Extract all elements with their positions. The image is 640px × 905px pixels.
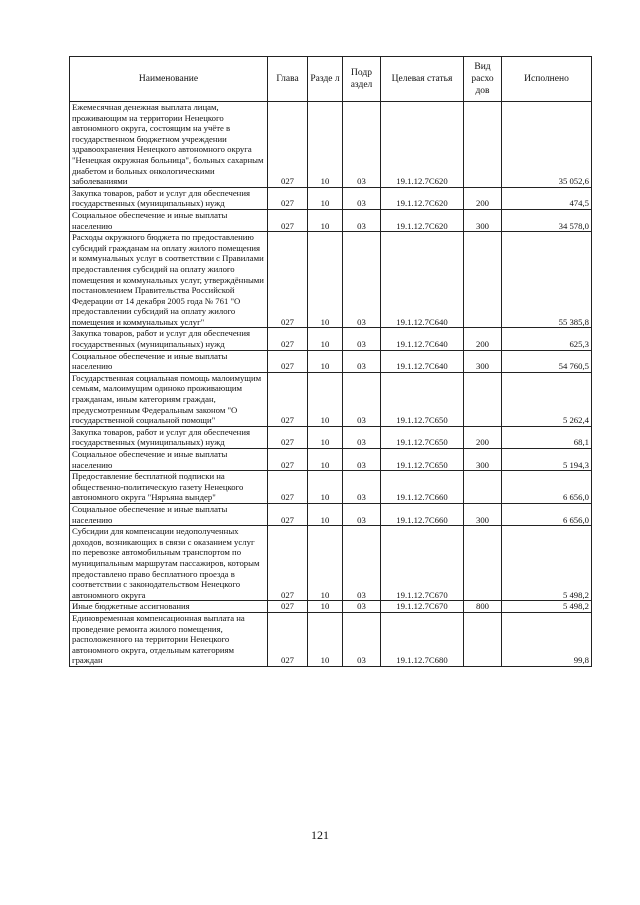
cell-subsection: 03 xyxy=(343,328,381,350)
cell-target: 19.1.12.7С670 xyxy=(381,526,464,601)
cell-amount: 5 262,4 xyxy=(502,372,592,426)
cell-name: Иные бюджетные ассигнования xyxy=(70,601,268,613)
cell-target: 19.1.12.7С620 xyxy=(381,102,464,188)
cell-section: 10 xyxy=(308,503,343,525)
cell-name: Социальное обеспечение и иные выплаты населению xyxy=(70,350,268,372)
cell-chapter: 027 xyxy=(268,209,308,231)
cell-chapter: 027 xyxy=(268,102,308,188)
cell-section: 10 xyxy=(308,471,343,504)
cell-name: Государственная социальная помощь малоимущим семьям, малоимущим одиноко проживающим гражданам, иным категориям граждан, предусмотренным Федеральным законом "О государственной социальной помощи" xyxy=(70,372,268,426)
cell-target: 19.1.12.7С640 xyxy=(381,328,464,350)
cell-section: 10 xyxy=(308,526,343,601)
header-chapter: Глава xyxy=(268,57,308,102)
cell-type xyxy=(464,232,502,328)
cell-chapter: 027 xyxy=(268,526,308,601)
cell-type: 200 xyxy=(464,328,502,350)
cell-name: Закупка товаров, работ и услуг для обеспечения государственных (муниципальных) нужд xyxy=(70,426,268,448)
cell-type: 800 xyxy=(464,601,502,613)
cell-section: 10 xyxy=(308,187,343,209)
cell-chapter: 027 xyxy=(268,612,308,666)
cell-type xyxy=(464,102,502,188)
cell-target: 19.1.12.7С650 xyxy=(381,449,464,471)
table-row xyxy=(70,102,592,188)
table-row xyxy=(70,232,592,328)
cell-amount: 35 052,6 xyxy=(502,102,592,188)
cell-target: 19.1.12.7С640 xyxy=(381,350,464,372)
cell-amount: 68,1 xyxy=(502,426,592,448)
cell-subsection: 03 xyxy=(343,102,381,188)
cell-section: 10 xyxy=(308,426,343,448)
table-header-row xyxy=(70,57,592,102)
cell-type: 300 xyxy=(464,503,502,525)
budget-table xyxy=(69,56,592,667)
cell-subsection: 03 xyxy=(343,612,381,666)
cell-subsection: 03 xyxy=(343,426,381,448)
table-row xyxy=(70,526,592,601)
cell-subsection: 03 xyxy=(343,503,381,525)
cell-amount: 55 385,8 xyxy=(502,232,592,328)
cell-target: 19.1.12.7С680 xyxy=(381,612,464,666)
table-row xyxy=(70,209,592,231)
cell-amount: 474,5 xyxy=(502,187,592,209)
page-number: 121 xyxy=(311,828,329,842)
header-amount: Исполнено xyxy=(502,57,592,102)
cell-section: 10 xyxy=(308,449,343,471)
table-row xyxy=(70,426,592,448)
cell-target: 19.1.12.7С620 xyxy=(381,209,464,231)
cell-target: 19.1.12.7С640 xyxy=(381,232,464,328)
table-row xyxy=(70,601,592,613)
header-subsection: Подр аздел xyxy=(343,57,381,102)
table-row xyxy=(70,350,592,372)
cell-name: Единовременная компенсационная выплата на проведение ремонта жилого помещения, расположенного на территории Ненецкого автономного округа, отдельным категориям граждан xyxy=(70,612,268,666)
cell-name: Социальное обеспечение и иные выплаты населению xyxy=(70,449,268,471)
cell-amount: 5 498,2 xyxy=(502,601,592,613)
table-row xyxy=(70,612,592,666)
cell-subsection: 03 xyxy=(343,471,381,504)
cell-amount: 6 656,0 xyxy=(502,471,592,504)
cell-chapter: 027 xyxy=(268,426,308,448)
cell-section: 10 xyxy=(308,328,343,350)
table-row xyxy=(70,187,592,209)
cell-chapter: 027 xyxy=(268,449,308,471)
header-section: Разде л xyxy=(308,57,343,102)
cell-chapter: 027 xyxy=(268,471,308,504)
cell-amount: 34 578,0 xyxy=(502,209,592,231)
cell-name: Предоставление бесплатной подписки на общественно-политическую газету Ненецкого автономного округа "Няръяна вындер" xyxy=(70,471,268,504)
cell-name: Расходы окружного бюджета по предоставлению субсидий гражданам на оплату жилого помещения и коммунальных услуг в соответствии с Правилами предоставления субсидий на оплату жилого помещения и коммунальных услуг, утверждёнными постановлением Правительства Российской Федерации от 14 декабря 2005 года № 761 "О предоставлении субсидий на оплату жилого помещения и коммунальных услуг" xyxy=(70,232,268,328)
cell-section: 10 xyxy=(308,350,343,372)
cell-type: 300 xyxy=(464,209,502,231)
cell-name: Ежемесячная денежная выплата лицам, проживающим на территории Ненецкого автономного округа, состоящим на учёте в государственном бюджетном учреждении здравоохранения Ненецкого автономного округа "Ненецкая окружная больница", больных сахарным диабетом и больных онкологическими заболеваниями xyxy=(70,102,268,188)
cell-type: 200 xyxy=(464,426,502,448)
cell-subsection: 03 xyxy=(343,232,381,328)
cell-name: Закупка товаров, работ и услуг для обеспечения государственных (муниципальных) нужд xyxy=(70,328,268,350)
cell-type xyxy=(464,372,502,426)
cell-amount: 625,3 xyxy=(502,328,592,350)
cell-target: 19.1.12.7С650 xyxy=(381,426,464,448)
cell-amount: 5 194,3 xyxy=(502,449,592,471)
cell-type xyxy=(464,526,502,601)
cell-amount: 54 760,5 xyxy=(502,350,592,372)
cell-subsection: 03 xyxy=(343,449,381,471)
cell-amount: 6 656,0 xyxy=(502,503,592,525)
cell-target: 19.1.12.7С660 xyxy=(381,503,464,525)
cell-type xyxy=(464,612,502,666)
header-target: Целевая статья xyxy=(381,57,464,102)
cell-subsection: 03 xyxy=(343,187,381,209)
cell-name: Субсидии для компенсации недополученных доходов, возникающих в связи с оказанием услуг по перевозке автомобильным транспортом по муниципальным маршрутам пассажиров, которым предоставлено право бесплатного проезда в соответствии с законодательством Ненецкого автономного округа xyxy=(70,526,268,601)
cell-type xyxy=(464,471,502,504)
cell-subsection: 03 xyxy=(343,601,381,613)
cell-name: Социальное обеспечение и иные выплаты населению xyxy=(70,503,268,525)
cell-section: 10 xyxy=(308,601,343,613)
table-row xyxy=(70,503,592,525)
header-type: Вид расхо дов xyxy=(464,57,502,102)
cell-subsection: 03 xyxy=(343,350,381,372)
cell-chapter: 027 xyxy=(268,232,308,328)
cell-section: 10 xyxy=(308,372,343,426)
cell-amount: 99,8 xyxy=(502,612,592,666)
cell-target: 19.1.12.7С620 xyxy=(381,187,464,209)
cell-section: 10 xyxy=(308,232,343,328)
cell-type: 300 xyxy=(464,350,502,372)
table-row xyxy=(70,449,592,471)
cell-name: Закупка товаров, работ и услуг для обеспечения государственных (муниципальных) нужд xyxy=(70,187,268,209)
cell-chapter: 027 xyxy=(268,601,308,613)
cell-subsection: 03 xyxy=(343,372,381,426)
cell-target: 19.1.12.7С660 xyxy=(381,471,464,504)
cell-chapter: 027 xyxy=(268,372,308,426)
cell-chapter: 027 xyxy=(268,328,308,350)
cell-section: 10 xyxy=(308,612,343,666)
table-row xyxy=(70,328,592,350)
cell-section: 10 xyxy=(308,102,343,188)
cell-chapter: 027 xyxy=(268,187,308,209)
cell-target: 19.1.12.7С650 xyxy=(381,372,464,426)
cell-subsection: 03 xyxy=(343,526,381,601)
cell-chapter: 027 xyxy=(268,350,308,372)
cell-section: 10 xyxy=(308,209,343,231)
table-row xyxy=(70,372,592,426)
cell-type: 200 xyxy=(464,187,502,209)
table-body xyxy=(70,102,592,667)
cell-type: 300 xyxy=(464,449,502,471)
cell-subsection: 03 xyxy=(343,209,381,231)
cell-name: Социальное обеспечение и иные выплаты населению xyxy=(70,209,268,231)
cell-chapter: 027 xyxy=(268,503,308,525)
table-row xyxy=(70,471,592,504)
cell-target: 19.1.12.7С670 xyxy=(381,601,464,613)
cell-amount: 5 498,2 xyxy=(502,526,592,601)
header-name: Наименование xyxy=(70,57,268,102)
